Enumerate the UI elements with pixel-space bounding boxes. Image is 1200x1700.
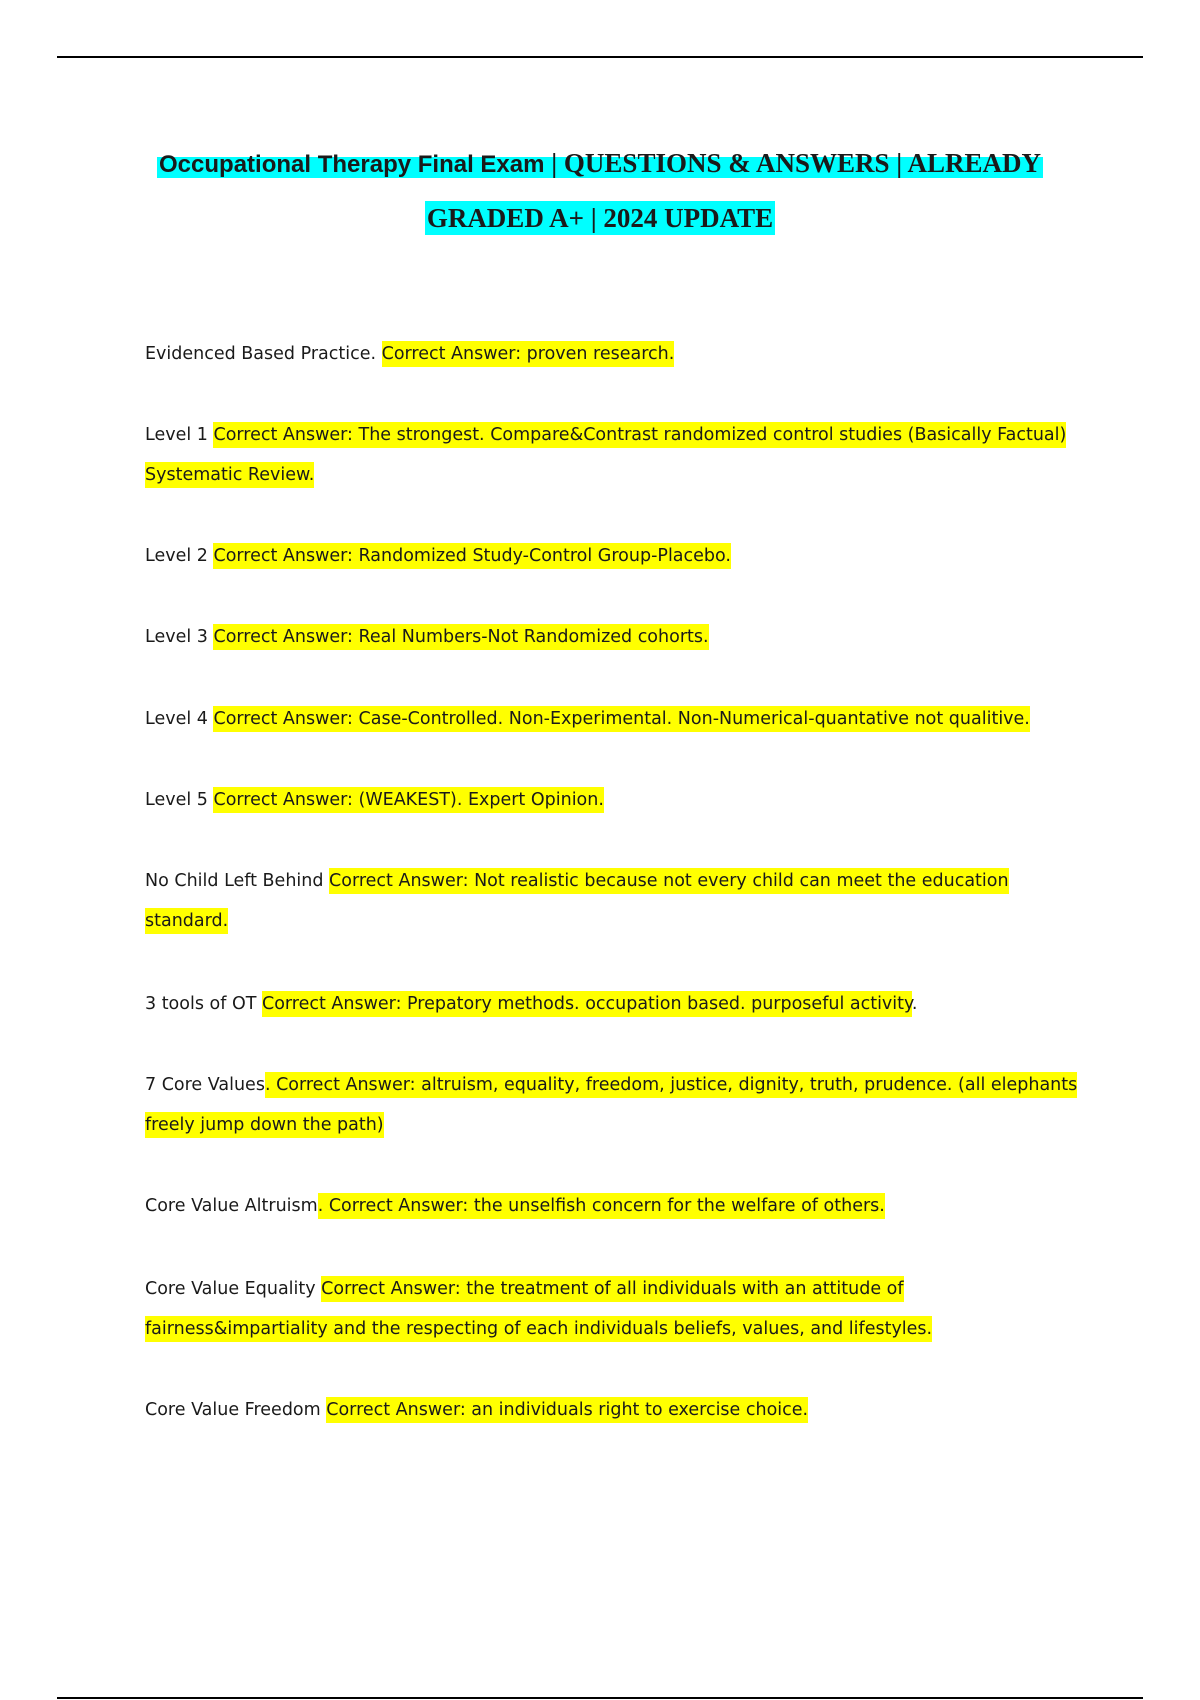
- title-line-2-text: GRADED A+ | 2024 UPDATE: [426, 203, 774, 233]
- entry-answer: Correct Answer: (WEAKEST). Expert Opinion.: [213, 787, 603, 813]
- entry-answer: Correct Answer: Prepatory methods. occupation based. purposeful activity: [262, 991, 912, 1017]
- entry-answer: Correct Answer: The strongest. Compare&Contrast randomized control studies (Basically Factual) Systematic Review.: [145, 422, 1066, 488]
- document-title: [60, 138, 1140, 248]
- entry-term: Level 1: [145, 425, 214, 445]
- qa-entry: [145, 415, 1085, 495]
- bottom-rule: [57, 1697, 1143, 1699]
- entry-term: Evidenced Based Practice.: [145, 344, 382, 364]
- qa-entry: [145, 617, 1085, 657]
- entry-answer: Correct Answer: Real Numbers-Not Randomized cohorts.: [213, 624, 708, 650]
- entry-term: Level 4: [145, 709, 214, 729]
- qa-entry: [145, 984, 1085, 1024]
- entry-term: Core Value Equality: [145, 1279, 322, 1299]
- qa-entry: [145, 1269, 1085, 1349]
- title-part-2: | QUESTIONS & ANSWERS | ALREADY: [544, 148, 1041, 178]
- title-line-1: [60, 138, 1140, 193]
- entry-term: Level 5: [145, 790, 214, 810]
- entry-term: 7 Core Values: [145, 1075, 265, 1095]
- entry-trailing: .: [911, 994, 918, 1014]
- title-part-1: Occupational Therapy Final Exam: [159, 151, 545, 178]
- qa-entry: [145, 1065, 1085, 1145]
- qa-entry: [145, 1186, 1085, 1226]
- entry-answer: Correct Answer: Not realistic because not every child can meet the education standard.: [145, 868, 1009, 934]
- entry-term: Level 2: [145, 546, 214, 566]
- qa-entry: [145, 861, 1085, 941]
- top-rule: [57, 56, 1143, 58]
- qa-entry: [145, 536, 1085, 576]
- entry-answer: Correct Answer: an individuals right to exercise choice.: [326, 1397, 808, 1423]
- entry-answer: Correct Answer: Case-Controlled. Non-Experimental. Non-Numerical-quantative not qualitive.: [213, 706, 1029, 732]
- entry-answer: . Correct Answer: altruism, equality, freedom, justice, dignity, truth, prudence. (all elephants freely jump down the path): [145, 1072, 1077, 1138]
- entry-term: 3 tools of OT: [145, 994, 262, 1014]
- title-line-2: [60, 193, 1140, 248]
- entry-term: Core Value Altruism: [145, 1196, 318, 1216]
- entry-answer: . Correct Answer: the unselfish concern for the welfare of others.: [318, 1193, 885, 1219]
- qa-entry: [145, 1390, 1085, 1430]
- entry-answer: Correct Answer: the treatment of all individuals with an attitude of fairness&impartiality and the respecting of each individuals beliefs, values, and lifestyles.: [145, 1276, 932, 1342]
- entry-term: Level 3: [145, 627, 214, 647]
- qa-entry: [145, 334, 1085, 374]
- qa-entry: [145, 699, 1085, 739]
- entry-term: No Child Left Behind: [145, 871, 330, 891]
- entry-term: Core Value Freedom: [145, 1400, 327, 1420]
- entry-answer: Correct Answer: proven research.: [382, 341, 675, 367]
- qa-entry: [145, 780, 1085, 820]
- entry-answer: Correct Answer: Randomized Study-Control Group-Placebo.: [213, 543, 731, 569]
